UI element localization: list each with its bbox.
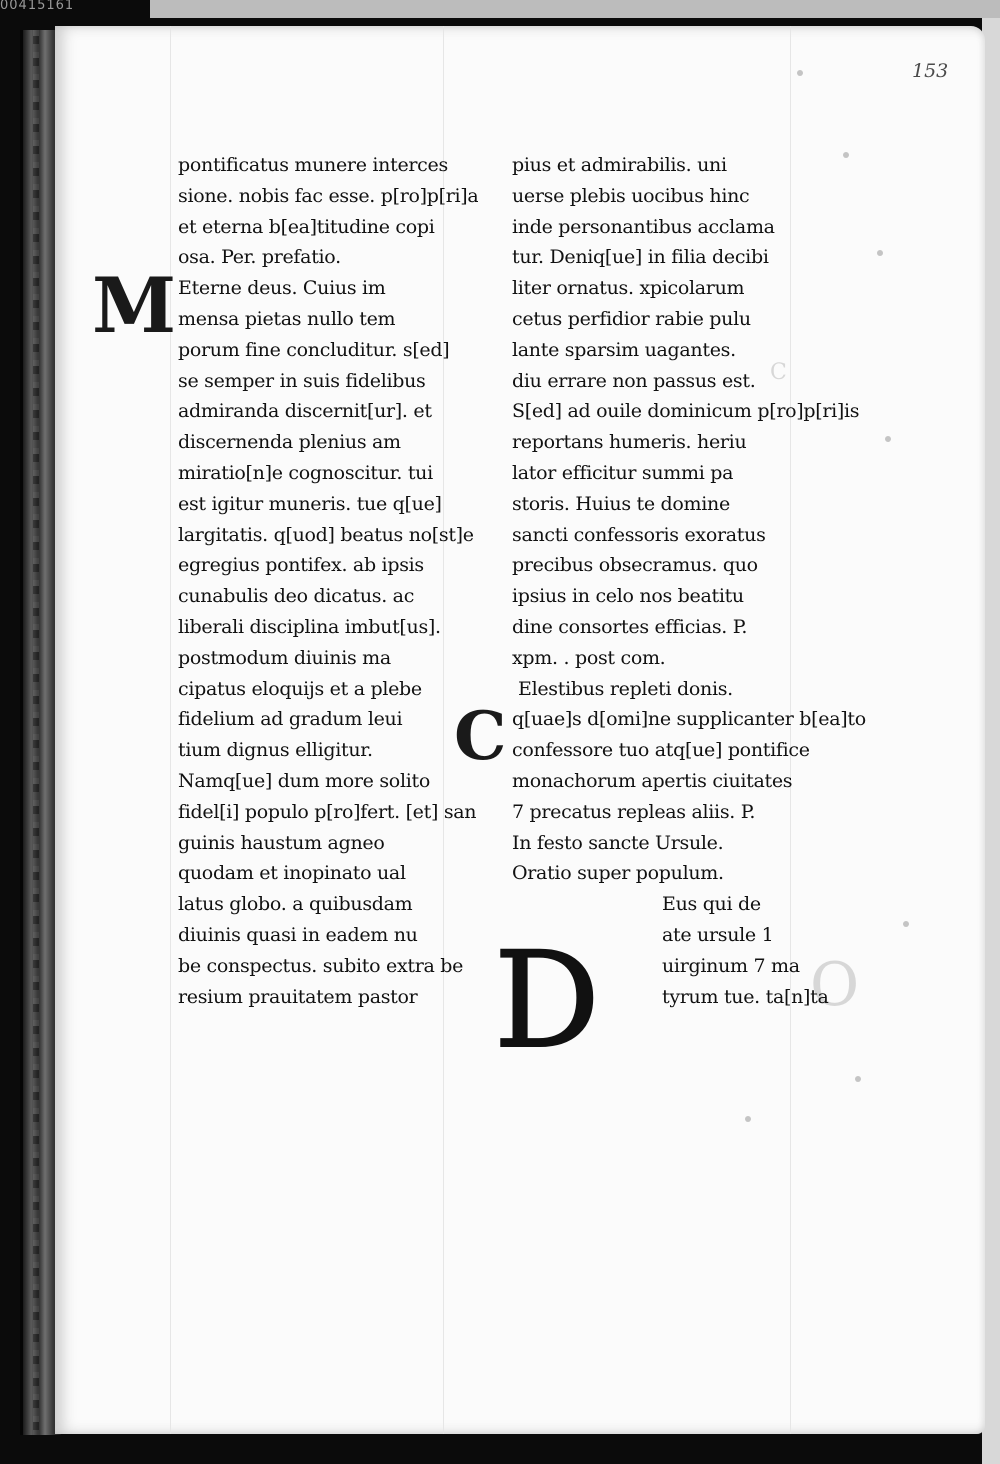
- text-line: sancti confessoris exoratus: [512, 523, 766, 546]
- text-line: guinis haustum agneo: [178, 831, 385, 854]
- bleed-through-mark: C: [770, 360, 787, 385]
- text-line: se semper in suis fidelibus: [178, 369, 426, 392]
- text-line: quodam et inopinato ual: [178, 862, 406, 885]
- text-line: liter ornatus. xpicolarum: [512, 277, 745, 300]
- parchment-speck: [885, 436, 891, 442]
- text-line: uirginum 7 ma: [662, 954, 800, 977]
- text-line: diu errare non passus est.: [512, 369, 756, 392]
- text-line: cunabulis deo dicatus. ac: [178, 585, 415, 608]
- parchment-speck: [745, 1116, 751, 1122]
- text-line: reportans humeris. heriu: [512, 431, 747, 454]
- archive-reference-number: 00415161: [0, 0, 75, 13]
- text-column-left: [178, 150, 478, 1012]
- text-line: precibus obsecramus. quo: [512, 554, 758, 577]
- decorated-initial-d: D: [494, 924, 600, 1078]
- text-line: tium dignus elligitur.: [178, 739, 373, 762]
- text-line: pontificatus munere interces: [178, 154, 448, 176]
- text-line: uerse plebis uocibus hinc: [512, 184, 750, 207]
- parchment-speck: [797, 70, 803, 76]
- decorated-initial-c: C: [454, 697, 507, 775]
- parchment-speck: [877, 250, 883, 256]
- text-line: ipsius in celo nos beatitu: [512, 585, 744, 608]
- text-line: latus globo. a quibusdam: [178, 893, 413, 916]
- text-line: Eterne deus. Cuius im: [178, 277, 386, 300]
- parchment-speck: [855, 1076, 861, 1082]
- text-line: largitatis. q[uod] beatus no[st]e: [178, 523, 474, 546]
- text-line: resium prauitatem pastor: [178, 985, 418, 1008]
- text-line: S[ed] ad ouile dominicum p[ro]p[ri]is: [512, 400, 860, 423]
- text-column-right: [512, 150, 866, 1012]
- text-line: egregius pontifex. ab ipsis: [178, 554, 424, 577]
- text-line: est igitur muneris. tue q[ue]: [178, 492, 442, 515]
- ruling-line: [170, 26, 171, 1434]
- folio-number: 153: [912, 60, 949, 82]
- text-line: postmodum diuinis ma: [178, 646, 391, 669]
- text-line: Oratio super populum.: [512, 862, 724, 885]
- text-line: lator efficitur summi pa: [512, 461, 734, 484]
- text-line: Namq[ue] dum more solito: [178, 769, 430, 792]
- text-line: Elestibus repleti donis.: [518, 677, 733, 700]
- scan-top-band: [150, 0, 1000, 18]
- text-line: osa. Per. prefatio.: [178, 246, 341, 269]
- bleed-through-mark: O: [810, 950, 860, 1020]
- text-line: be conspectus. subito extra be: [178, 954, 464, 977]
- text-line: tur. Deniq[ue] in filia decibi: [512, 246, 769, 269]
- text-line: diuinis quasi in eadem nu: [178, 923, 418, 946]
- text-line: mensa pietas nullo tem: [178, 307, 396, 330]
- text-line: q[uae]s d[omi]ne supplicanter b[ea]to: [512, 708, 866, 731]
- text-line: fidel[i] populo p[ro]fert. [et] san: [178, 800, 477, 823]
- text-line: In festo sancte Ursule.: [512, 831, 724, 854]
- text-line: pius et admirabilis. uni: [512, 154, 727, 176]
- text-line: tyrum tue. ta[n]ta: [662, 985, 829, 1008]
- text-line: sione. nobis fac esse. p[ro]p[ri]a: [178, 184, 479, 207]
- text-line: lante sparsim uagantes.: [512, 338, 736, 361]
- text-line: 7 precatus repleas aliis. P.: [512, 800, 756, 823]
- text-line: admiranda discernit[ur]. et: [178, 400, 432, 423]
- text-line: cipatus eloquijs et a plebe: [178, 677, 422, 700]
- text-line: confessore tuo atq[ue] pontifice: [512, 739, 810, 762]
- text-line: miratio[n]e cognoscitur. tui: [178, 461, 433, 484]
- text-line: ate ursule 1: [662, 923, 774, 946]
- text-line: inde personantibus acclama: [512, 215, 775, 238]
- text-line: xpm. . post com.: [512, 646, 666, 669]
- text-line: porum fine concluditur. s[ed]: [178, 338, 450, 361]
- text-line: storis. Huius te domine: [512, 492, 730, 515]
- text-line: liberali disciplina imbut[us].: [178, 615, 441, 638]
- decorated-initial-m: M: [92, 261, 177, 350]
- text-line: monachorum apertis ciuitates: [512, 769, 793, 792]
- text-line: cetus perfidior rabie pulu: [512, 307, 751, 330]
- text-line: fidelium ad gradum leui: [178, 708, 403, 731]
- text-line: et eterna b[ea]titudine copi: [178, 215, 435, 238]
- text-line: dine consortes efficias. P.: [512, 615, 748, 638]
- parchment-speck: [903, 921, 909, 927]
- text-line: discernenda plenius am: [178, 431, 401, 454]
- text-line: Eus qui de: [662, 893, 761, 916]
